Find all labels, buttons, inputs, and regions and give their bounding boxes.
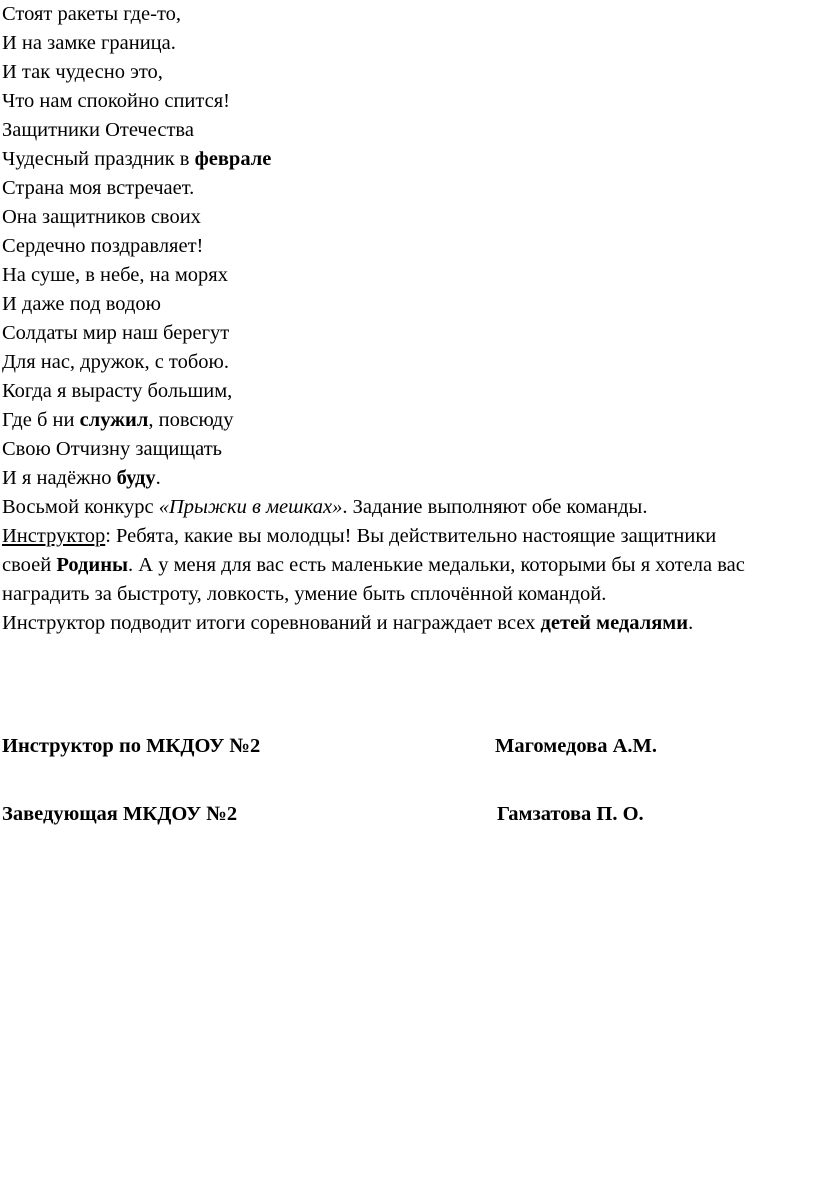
speech-line xyxy=(2,522,802,551)
contest-name: «Прыжки в мешках» xyxy=(158,496,343,518)
signature-name: Гамзатова П. О. xyxy=(497,803,644,825)
poem-line: Страна моя встречает. xyxy=(2,177,195,199)
poem-line: Когда я вырасту большим, xyxy=(2,380,233,402)
poem-line xyxy=(2,145,802,174)
poem-line: И так чудесно это, xyxy=(2,61,163,83)
signature-role: Заведующая МКДОУ №2 xyxy=(2,803,238,825)
summary-text: Инструктор подводит итоги соревнований и награждает всех xyxy=(2,612,541,634)
poem-text: , повсюду xyxy=(148,409,234,431)
contest-text: . Задание выполняют обе команды. xyxy=(342,496,648,518)
poem-line: Что нам спокойно спится! xyxy=(2,90,230,112)
signature-name: Магомедова А.М. xyxy=(495,735,658,757)
poem-line: И даже под водою xyxy=(2,293,161,315)
speech-text: своей xyxy=(2,554,57,576)
poem-line: Стоят ракеты где-то, xyxy=(2,3,182,25)
poem-line: Сердечно поздравляет! xyxy=(2,235,204,257)
bold-word: служил xyxy=(79,409,149,431)
poem-line: На суше, в небе, на морях xyxy=(2,264,228,286)
poem-text: Чудесный праздник в xyxy=(2,148,195,170)
signature-role: Инструктор по МКДОУ №2 xyxy=(2,735,261,757)
poem-line: Свою Отчизну защищать xyxy=(2,438,223,460)
contest-line xyxy=(2,493,802,522)
bold-word: детей медалями xyxy=(540,612,689,634)
bold-word: феврале xyxy=(194,148,272,170)
summary-text: . xyxy=(688,612,694,634)
poem-text: И я надёжно xyxy=(2,467,117,489)
poem-line: Защитники Отечества xyxy=(2,119,194,141)
speaker-label: Инструктор xyxy=(2,525,106,547)
summary-line xyxy=(2,609,802,638)
poem-text: . xyxy=(155,467,161,489)
bold-word: буду xyxy=(116,467,156,489)
contest-text: Восьмой конкурс xyxy=(2,496,159,518)
poem-text: Где б ни xyxy=(2,409,80,431)
poem-line: Солдаты мир наш берегут xyxy=(2,322,230,344)
speech-line: наградить за быстроту, ловкость, умение быть сплочённой командой. xyxy=(2,583,607,605)
speech-text: : Ребята, какие вы молодцы! Вы действительно настоящие защитники xyxy=(105,525,717,547)
speech-line xyxy=(2,551,802,580)
poem-line: Для нас, дружок, с тобою. xyxy=(2,351,229,373)
poem-line xyxy=(2,464,802,493)
poem-line xyxy=(2,406,802,435)
bold-word: Родины xyxy=(56,554,129,576)
poem-line: Она защитников своих xyxy=(2,206,201,228)
speech-text: . А у меня для вас есть маленькие медальки, которыми бы я хотела вас xyxy=(128,554,745,576)
body-text xyxy=(2,0,802,638)
poem-line: И на замке граница. xyxy=(2,32,176,54)
